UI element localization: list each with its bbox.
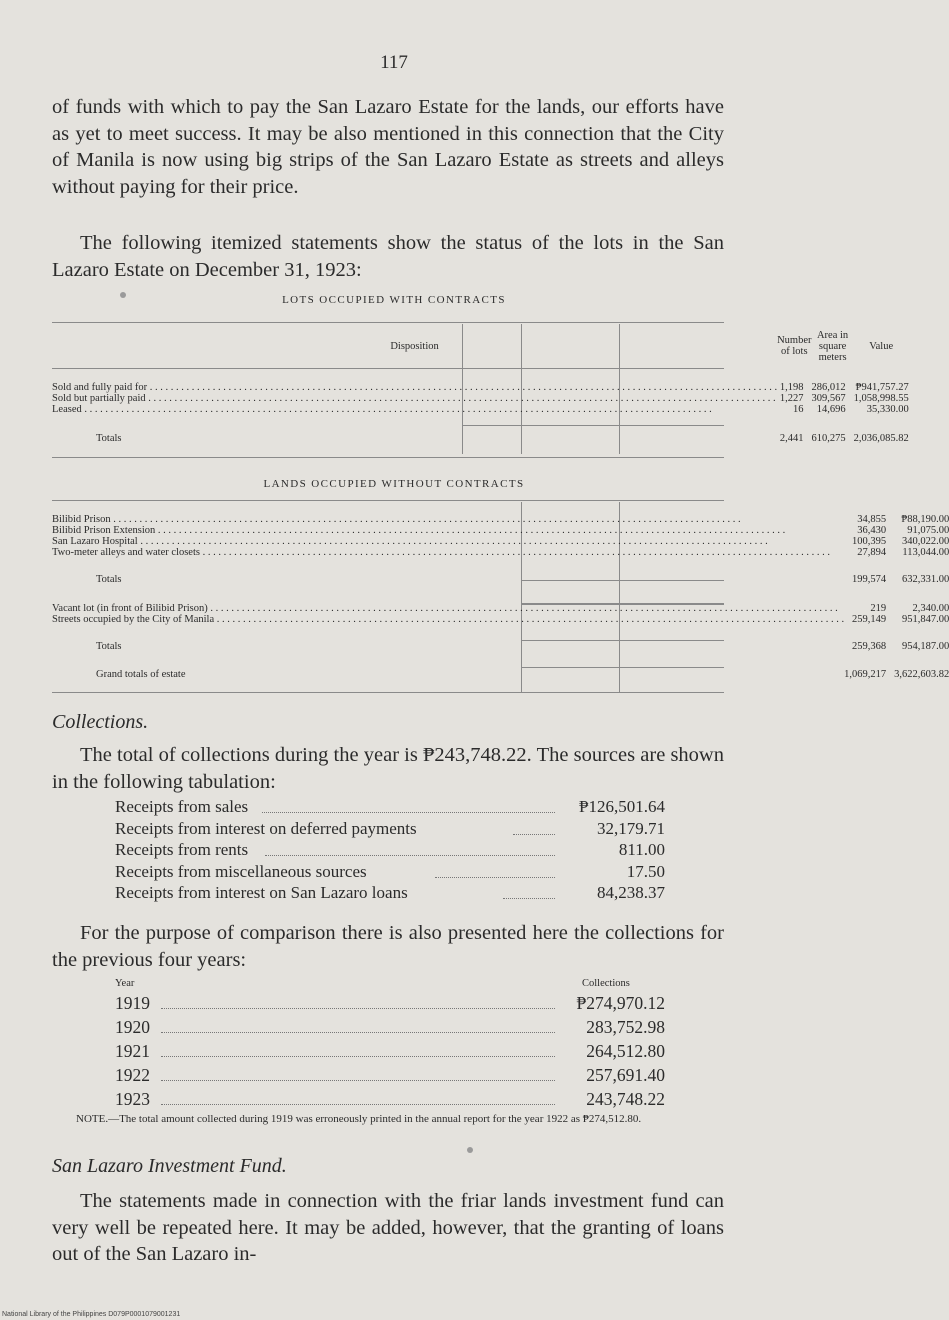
- row-number: 16: [793, 404, 804, 415]
- investment-fund-heading: San Lazaro Investment Fund.: [52, 1155, 287, 1177]
- subtotal-value: 954,187.00: [902, 641, 949, 652]
- paragraph-comparison: For the purpose of comparison there is also presented here the collections for the previous four years:: [52, 922, 724, 971]
- row-value: 35,330.00: [866, 404, 909, 415]
- receipt-label: Receipts from rents: [115, 840, 249, 860]
- table2-sum-rule: [521, 603, 724, 605]
- table-row: [52, 404, 909, 415]
- row-area: 14,696: [816, 404, 846, 415]
- receipt-label: Receipts from interest on deferred payments: [115, 818, 417, 838]
- row-value: ₱88,190.00: [901, 514, 949, 525]
- table-row: [52, 382, 909, 393]
- dot-leader: [513, 834, 555, 835]
- table-row: [52, 525, 949, 536]
- dot-leader: [161, 1008, 555, 1009]
- year-label: 1923: [115, 1089, 150, 1109]
- header-number-of-lots: Number of lots: [777, 335, 812, 357]
- receipt-label: Receipts from miscellaneous sources: [115, 861, 367, 881]
- table2-subtotal-row: [52, 641, 949, 653]
- dot-leader: [161, 1080, 555, 1081]
- year-amount: 283,752.98: [586, 1017, 665, 1037]
- row-value: 91,075.00: [907, 525, 949, 536]
- table-row: [52, 514, 949, 525]
- table2-sum-rule: [521, 667, 724, 668]
- list-item: [115, 1065, 665, 1089]
- list-item: [115, 883, 665, 905]
- dot-leader: [161, 1056, 555, 1057]
- row-label: Sold and fully paid for . . . . . . . . . . . . . . . . . . . . . . . . . . . . . . . . . . . . . . . . . . . . . . . . . . . . . . . . . . . . . . . . . . . . . . . . . . . . . . . . . . . . . . . . . . . . . . . . . . . . . . . . . . . . . . . . . . . . . . . .: [52, 382, 778, 393]
- row-label: Vacant lot (in front of Bilibid Prison) . . . . . . . . . . . . . . . . . . . . . . . . . . . . . . . . . . . . . . . . . . . . . . . . . . . . . . . . . . . . . . . . . . . . . . . . . . . . . . . . . . . . . . . . . . . . . . . . . . . . . . . . . . . . . . . . . . . . . . . .: [52, 603, 838, 614]
- row-value: 113,044.00: [902, 547, 949, 558]
- row-number: 1,227: [779, 393, 804, 404]
- table2-caption: LANDS OCCUPIED WITHOUT CONTRACTS: [263, 478, 525, 490]
- table1-sum-rule: [462, 425, 724, 426]
- table2-grand-total-row: [52, 669, 949, 681]
- table1-header-rule: [52, 368, 724, 369]
- row-area: 27,894: [857, 547, 887, 558]
- list-item: [115, 797, 665, 819]
- paragraph-funds: of funds with which to pay the San Lazaro Estate for the lands, our efforts have as yet to meet success. It may be also mentioned in this connection that the City of Manila is now using big strips of the San Lazaro Estate as streets and alleys without paying for their price.: [52, 96, 724, 198]
- subtotal-label: Totals: [96, 574, 122, 585]
- row-label: Bilibid Prison . . . . . . . . . . . . . . . . . . . . . . . . . . . . . . . . . . . . . . . . . . . . . . . . . . . . . . . . . . . . . . . . . . . . . . . . . . . . . . . . . . . . . . . . . . . . . . . . . . . . . . . . . . . . . . . . . . . . . . . .: [52, 514, 741, 525]
- header-disposition: Disposition: [390, 340, 439, 352]
- table-row: [52, 393, 909, 404]
- subtotal-value: 632,331.00: [902, 574, 949, 585]
- receipt-amount: 811.00: [618, 840, 665, 860]
- subtotal-label: Totals: [96, 641, 122, 652]
- total-area: 610,275: [811, 433, 846, 444]
- list-item: [115, 1017, 665, 1041]
- row-area: 286,012: [811, 382, 846, 393]
- year-amount: ₱274,970.12: [576, 993, 665, 1013]
- paragraph-investment: The statements made in connection with the friar lands investment fund can very well be repeated here. It may be added, however, that the granting of loans out of the San Lazaro in-: [52, 1190, 724, 1265]
- table-row: [52, 547, 949, 558]
- table2: [52, 514, 949, 681]
- table1-total-row: [52, 433, 909, 445]
- table1-caption: LOTS OCCUPIED WITH CONTRACTS: [282, 294, 506, 306]
- year-column-header: Year: [115, 978, 135, 989]
- row-label: Two-meter alleys and water closets . . . . . . . . . . . . . . . . . . . . . . . . . . . . . . . . . . . . . . . . . . . . . . . . . . . . . . . . . . . . . . . . . . . . . . . . . . . . . . . . . . . . . . . . . . . . . . . . . . . . . . . . . . . . . . . . . . . . . . . .: [52, 547, 830, 558]
- row-value: 951,847.00: [902, 614, 949, 625]
- row-area: 219: [870, 603, 887, 614]
- dot-leader: [161, 1104, 555, 1105]
- row-value: 340,022.00: [902, 536, 949, 547]
- table1-top-rule: [52, 322, 724, 323]
- total-number: 2,441: [779, 433, 804, 444]
- grand-total-label: Grand totals of estate: [96, 669, 186, 680]
- collections-heading: Collections.: [52, 711, 149, 733]
- receipts-list: [115, 797, 665, 905]
- receipt-amount: 17.50: [626, 861, 665, 881]
- row-area: 259,149: [852, 614, 887, 625]
- receipt-label: Receipts from interest on San Lazaro loans: [115, 883, 408, 903]
- table2-bottom-rule: [52, 692, 724, 693]
- collections-column-header: Collections: [582, 978, 630, 989]
- table2-subtotal-row: [52, 574, 949, 586]
- header-area: Area in square meters: [816, 329, 849, 363]
- list-item: [115, 862, 665, 884]
- row-value: ₱941,757.27: [855, 382, 909, 393]
- list-item: [115, 819, 665, 841]
- list-item: [115, 1041, 665, 1065]
- dot-leader: [435, 877, 555, 878]
- year-label: 1921: [115, 1041, 150, 1061]
- dot-leader: [161, 1032, 555, 1033]
- table1: [52, 324, 909, 445]
- receipt-amount: 84,238.37: [597, 883, 665, 903]
- table1-header-row: [52, 324, 909, 368]
- table2-sum-rule: [521, 640, 724, 641]
- year-label: 1922: [115, 1065, 150, 1085]
- receipt-amount: ₱126,501.64: [579, 797, 665, 816]
- scan-footer: National Library of the Philippines D079P0001079001231: [2, 1311, 181, 1318]
- row-area: 100,395: [852, 536, 887, 547]
- row-value: 2,340.00: [912, 603, 949, 614]
- print-speck: [467, 1147, 473, 1153]
- year-amount: 264,512.80: [586, 1041, 665, 1061]
- year-label: 1919: [115, 993, 150, 1013]
- subtotal-area: 259,368: [852, 641, 887, 652]
- table1-bottom-rule: [52, 457, 724, 458]
- footnote: NOTE.—The total amount collected during 1919 was erroneously printed in the annual report for the year 1922 as ₱274,512.80.: [76, 1113, 642, 1125]
- year-amount: 243,748.22: [586, 1089, 665, 1109]
- row-number: 1,198: [779, 382, 804, 393]
- paragraph-itemized-intro: The following itemized statements show the status of the lots in the San Lazaro Estate on December 31, 1923:: [52, 232, 724, 281]
- yearly-collections-list: [115, 993, 665, 1113]
- dot-leader: [503, 898, 555, 899]
- table-row: [52, 614, 949, 625]
- row-label: Streets occupied by the City of Manila . . . . . . . . . . . . . . . . . . . . . . . . . . . . . . . . . . . . . . . . . . . . . . . . . . . . . . . . . . . . . . . . . . . . . . . . . . . . . . . . . . . . . . . . . . . . . . . . . . . . . . . . . . . . . . . . . . . . . . . .: [52, 614, 845, 625]
- header-value: Value: [869, 340, 894, 352]
- total-label: Totals: [96, 433, 122, 444]
- row-area: 34,855: [857, 514, 887, 525]
- receipt-amount: 32,179.71: [597, 818, 665, 838]
- row-area: 36,430: [857, 525, 887, 536]
- row-label: Bilibid Prison Extension . . . . . . . . . . . . . . . . . . . . . . . . . . . . . . . . . . . . . . . . . . . . . . . . . . . . . . . . . . . . . . . . . . . . . . . . . . . . . . . . . . . . . . . . . . . . . . . . . . . . . . . . . . . . . . . . . . . . . . . .: [52, 525, 786, 536]
- list-item: [115, 1089, 665, 1113]
- receipt-label: Receipts from sales: [115, 797, 249, 816]
- list-item: [115, 840, 665, 862]
- row-area: 309,567: [811, 393, 846, 404]
- row-label: Leased . . . . . . . . . . . . . . . . . . . . . . . . . . . . . . . . . . . . . . . . . . . . . . . . . . . . . . . . . . . . . . . . . . . . . . . . . . . . . . . . . . . . . . . . . . . . . . . . . . . . . . . . . . . . . . . . . . . . . . . .: [52, 404, 712, 415]
- grand-total-value: 3,622,603.82: [894, 669, 949, 680]
- grand-total-area: 1,069,217: [844, 669, 887, 680]
- year-amount: 257,691.40: [586, 1065, 665, 1085]
- table-row: [52, 536, 949, 547]
- row-value: 1,058,998.55: [853, 393, 909, 404]
- year-label: 1920: [115, 1017, 150, 1037]
- list-item: [115, 993, 665, 1017]
- table-row: [52, 603, 949, 614]
- subtotal-area: 199,574: [852, 574, 887, 585]
- dot-leader: [265, 855, 555, 856]
- dot-leader: [262, 812, 555, 813]
- table2-sum-rule: [521, 580, 724, 581]
- paragraph-collections: The total of collections during the year is ₱243,748.22. The sources are shown in the following tabulation:: [52, 744, 724, 793]
- row-label: Sold but partially paid . . . . . . . . . . . . . . . . . . . . . . . . . . . . . . . . . . . . . . . . . . . . . . . . . . . . . . . . . . . . . . . . . . . . . . . . . . . . . . . . . . . . . . . . . . . . . . . . . . . . . . . . . . . . . . . . . . . . . . . .: [52, 393, 776, 404]
- page-number: 117: [380, 52, 408, 73]
- row-label: San Lazaro Hospital . . . . . . . . . . . . . . . . . . . . . . . . . . . . . . . . . . . . . . . . . . . . . . . . . . . . . . . . . . . . . . . . . . . . . . . . . . . . . . . . . . . . . . . . . . . . . . . . . . . . . . . . . . . . . . . . . . . . . . . .: [52, 536, 768, 547]
- total-value: 2,036,085.82: [853, 433, 909, 444]
- table2-top-rule: [52, 500, 724, 501]
